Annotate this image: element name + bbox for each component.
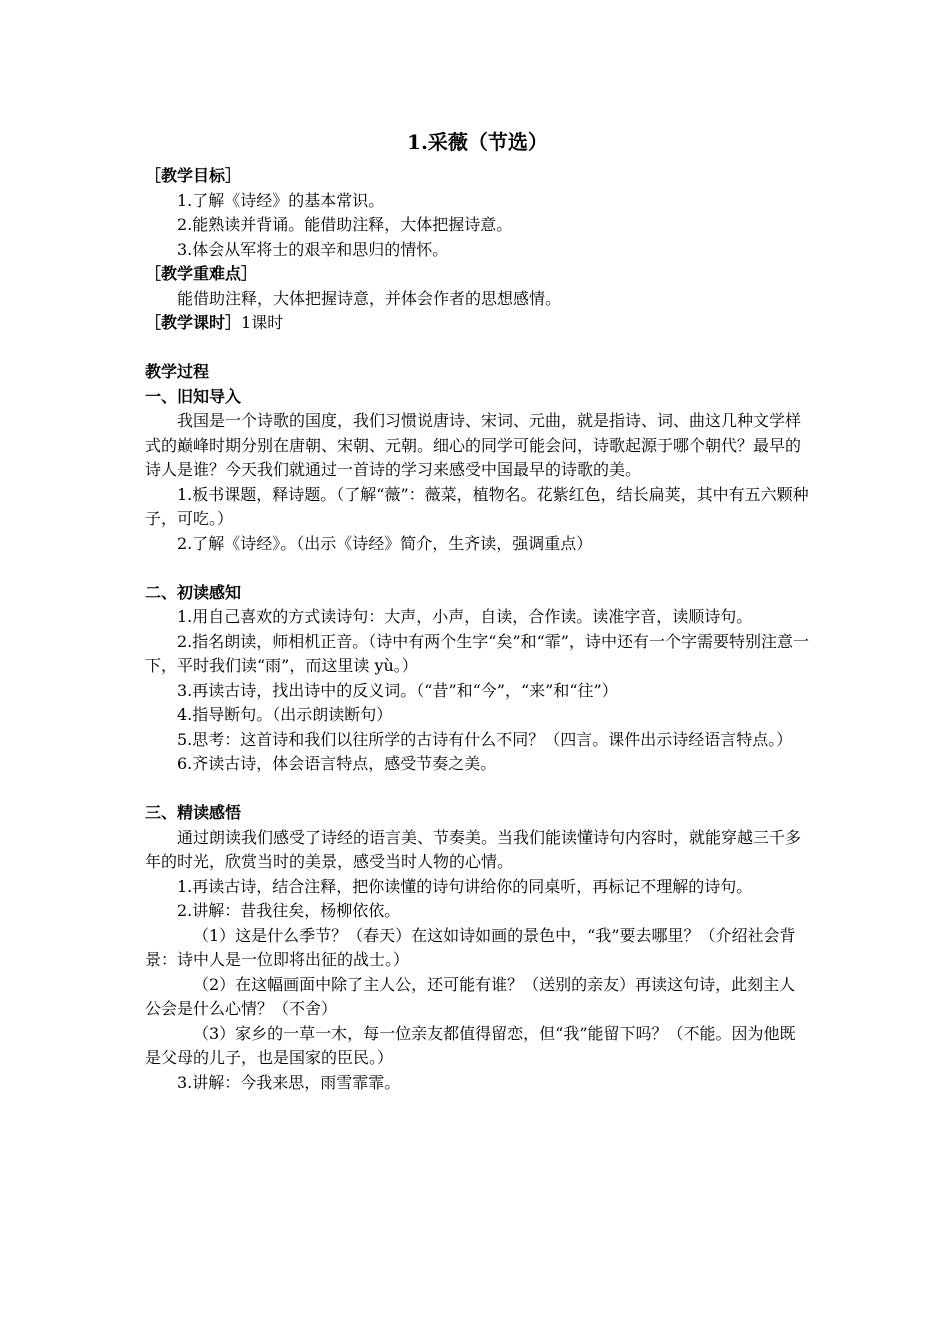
spacer	[145, 556, 810, 581]
section-2-item: 4.指导断句。（出示朗读断句）	[177, 705, 393, 724]
section-1-item: 1.板书课题，释诗题。（了解“薇”：薇菜，植物名。花紫红色，结长扁荚，其中有五六颗种子，可吃。）	[145, 484, 809, 528]
section-2-heading: 二、初读感知	[145, 582, 242, 602]
section-3-item: 1.再读古诗，结合注释，把你读懂的诗句讲给你的同桌听，再标记不理解的诗句。	[177, 876, 753, 896]
goal-item: 1.了解《诗经》的基本常识。	[177, 190, 385, 210]
section-1-heading: 一、旧知导入	[145, 386, 242, 406]
goal-item: 3.体会从军将士的艰辛和思归的情怀。	[177, 239, 449, 259]
section-3-item: 2.讲解：昔我往矣，杨柳依依。	[177, 901, 401, 920]
section-2-item: 6.齐读古诗，体会语言特点，感受节奏之美。	[177, 754, 497, 773]
section-3-intro: 通过朗读我们感受了诗经的语言美、节奏美。当我们能读懂诗句内容时，就能穿越三千多年的时光，欣赏当时的美景，感受当时人物的心情。	[145, 827, 802, 871]
section-3-item: 3.讲解：今我来思，雨雪霏霏。	[177, 1072, 401, 1092]
goals-heading: ［教学目标］	[145, 166, 242, 185]
section-2-item: 5.思考：这首诗和我们以往所学的古诗有什么不同？（四言。课件出示诗经语言特点。）	[177, 729, 793, 749]
section-3-heading: 三、精读感悟	[145, 803, 242, 822]
spacer	[145, 336, 810, 361]
document-body	[145, 128, 810, 1095]
section-3-subitem: （2）在这幅画面中除了主人公，还可能有谁？（送别的亲友）再读这句诗，此刻主人公会是什么心情？（不舍）	[145, 974, 796, 1018]
page-title: 1.采薇（节选）	[407, 130, 548, 154]
section-3-subitem: （1）这是什么季节？（春天）在这如诗如画的景色中，“我”要去哪里？（介绍社会背景：诗中人是一位即将出征的战士。）	[145, 925, 796, 969]
section-2-item: 2.指名朗读，师相机正音。（诗中有两个生字“矣”和“霏”，诗中还有一个字需要特别注意一下，平时我们读“雨”，而这里读 yù。）	[145, 631, 809, 675]
class-hours-value: 1课时	[241, 313, 284, 332]
spacer	[145, 777, 810, 802]
class-hours-line	[145, 311, 810, 336]
section-1-intro: 我国是一个诗歌的国度，我们习惯说唐诗、宋词、元曲，就是指诗、词、曲这几种文学样式的巅峰时期分别在唐朝、宋朝、元朝。细心的同学可能会问，诗歌起源于哪个朝代？最早的诗人是谁？今天我们就通过一首诗的学习来感受中国最早的诗歌的美。	[145, 411, 802, 479]
key-points-text: 能借助注释，大体把握诗意，并体会作者的思想感情。	[177, 288, 562, 308]
section-3-subitem: （3）家乡的一草一木，每一位亲友都值得留恋，但“我”能留下吗？（不能。因为他既是父母的儿子，也是国家的臣民。）	[145, 1023, 796, 1067]
class-hours-heading: ［教学课时］	[145, 313, 242, 332]
key-points-heading: ［教学重难点］	[145, 264, 258, 283]
section-2-item: 1.用自己喜欢的方式读诗句：大声，小声，自读，合作读。读准字音，读顺诗句。	[177, 607, 753, 626]
section-2-item: 3.再读古诗，找出诗中的反义词。（“昔”和“今”，“来”和“往”）	[177, 680, 618, 700]
process-heading: 教学过程	[145, 362, 210, 381]
section-1-item: 2.了解《诗经》。（出示《诗经》简介，生齐读，强调重点）	[177, 533, 593, 553]
goal-item: 2.能熟读并背诵。能借助注释，大体把握诗意。	[177, 215, 513, 234]
